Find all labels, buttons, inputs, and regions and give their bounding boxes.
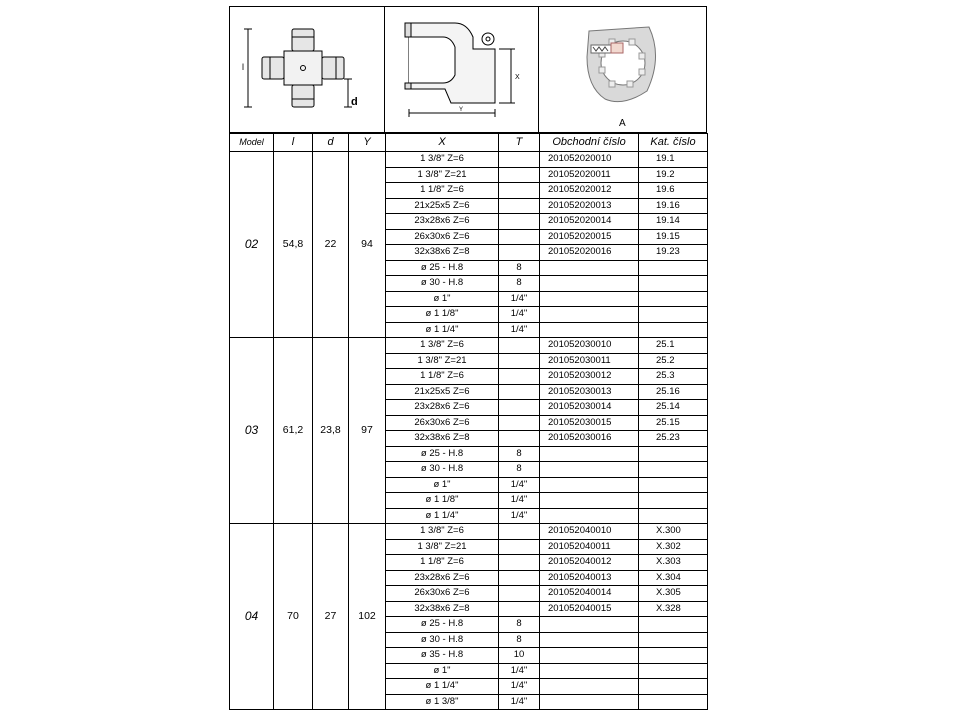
- x-cell: ø 30 - H.8: [386, 462, 499, 478]
- model-cell: 03: [230, 338, 274, 524]
- obchodni-cislo-cell: [540, 291, 639, 307]
- obchodni-cislo-cell: 201052040013: [540, 570, 639, 586]
- kat-cislo-cell: [639, 648, 708, 664]
- table-row: [230, 338, 708, 354]
- t-cell: 1/4": [499, 291, 540, 307]
- t-cell: [499, 539, 540, 555]
- d-cell: 27: [313, 524, 349, 710]
- t-cell: [499, 570, 540, 586]
- kat-cislo-cell: 19.23: [639, 245, 708, 261]
- obchodni-cislo-cell: 201052020016: [540, 245, 639, 261]
- x-cell: ø 1 1/4": [386, 508, 499, 524]
- obchodni-cislo-cell: 201052020011: [540, 167, 639, 183]
- obchodni-cislo-cell: [540, 493, 639, 509]
- t-cell: [499, 152, 540, 168]
- obchodni-cislo-cell: [540, 617, 639, 633]
- header-l: l: [274, 134, 313, 152]
- kat-cislo-cell: 25.23: [639, 431, 708, 447]
- obchodni-cislo-cell: [540, 694, 639, 710]
- obchodni-cislo-cell: [540, 679, 639, 695]
- x-cell: ø 25 - H.8: [386, 617, 499, 633]
- t-cell: [499, 400, 540, 416]
- t-cell: [499, 431, 540, 447]
- kat-cislo-cell: 19.1: [639, 152, 708, 168]
- x-cell: ø 1": [386, 291, 499, 307]
- t-cell: [499, 586, 540, 602]
- specification-table: [229, 133, 708, 710]
- x-cell: ø 35 - H.8: [386, 648, 499, 664]
- yoke-drawing: [385, 7, 540, 134]
- header-y: Y: [349, 134, 386, 152]
- kat-cislo-cell: 25.3: [639, 369, 708, 385]
- section-caption: A: [619, 118, 626, 129]
- kat-cislo-cell: 25.1: [639, 338, 708, 354]
- obchodni-cislo-cell: 201052020012: [540, 183, 639, 199]
- header-t: T: [499, 134, 540, 152]
- x-cell: 1 3/8" Z=6: [386, 524, 499, 540]
- obchodni-cislo-cell: 201052040010: [540, 524, 639, 540]
- t-cell: 1/4": [499, 477, 540, 493]
- t-cell: [499, 183, 540, 199]
- obchodni-cislo-cell: [540, 322, 639, 338]
- t-cell: [499, 198, 540, 214]
- header-kat-cislo: Kat. číslo: [639, 134, 708, 152]
- t-cell: 8: [499, 446, 540, 462]
- kat-cislo-cell: X.328: [639, 601, 708, 617]
- t-cell: [499, 384, 540, 400]
- obchodni-cislo-cell: 201052020015: [540, 229, 639, 245]
- kat-cislo-cell: 25.16: [639, 384, 708, 400]
- obchodni-cislo-cell: [540, 307, 639, 323]
- x-cell: 32x38x6 Z=8: [386, 431, 499, 447]
- table-row: [230, 524, 708, 540]
- obchodni-cislo-cell: [540, 663, 639, 679]
- x-cell: ø 30 - H.8: [386, 276, 499, 292]
- t-cell: [499, 601, 540, 617]
- t-cell: 1/4": [499, 694, 540, 710]
- x-cell: 1 1/8" Z=6: [386, 555, 499, 571]
- x-cell: ø 1": [386, 663, 499, 679]
- obchodni-cislo-cell: [540, 648, 639, 664]
- x-cell: 32x38x6 Z=8: [386, 601, 499, 617]
- kat-cislo-cell: [639, 307, 708, 323]
- t-cell: 1/4": [499, 307, 540, 323]
- obchodni-cislo-cell: 201052030013: [540, 384, 639, 400]
- x-cell: 26x30x6 Z=6: [386, 229, 499, 245]
- table-row: [230, 152, 708, 168]
- obchodni-cislo-cell: 201052040011: [540, 539, 639, 555]
- kat-cislo-cell: 25.15: [639, 415, 708, 431]
- x-cell: 21x25x5 Z=6: [386, 384, 499, 400]
- kat-cislo-cell: 25.14: [639, 400, 708, 416]
- kat-cislo-cell: X.302: [639, 539, 708, 555]
- kat-cislo-cell: 19.16: [639, 198, 708, 214]
- t-cell: [499, 167, 540, 183]
- obchodni-cislo-cell: 201052030014: [540, 400, 639, 416]
- x-cell: 23x28x6 Z=6: [386, 570, 499, 586]
- yoke-label-y: Y: [459, 107, 464, 113]
- d-cell: 23,8: [313, 338, 349, 524]
- y-cell: 94: [349, 152, 386, 338]
- x-cell: ø 1 1/4": [386, 322, 499, 338]
- l-cell: 70: [274, 524, 313, 710]
- obchodni-cislo-cell: [540, 462, 639, 478]
- t-cell: [499, 338, 540, 354]
- x-cell: 26x30x6 Z=6: [386, 415, 499, 431]
- kat-cislo-cell: X.305: [639, 586, 708, 602]
- header-model: Model: [230, 134, 274, 152]
- cross-journal-drawing-cell: [229, 6, 385, 133]
- t-cell: [499, 214, 540, 230]
- kat-cislo-cell: X.303: [639, 555, 708, 571]
- cross-label-d: d: [351, 96, 358, 108]
- kat-cislo-cell: 19.6: [639, 183, 708, 199]
- t-cell: 8: [499, 617, 540, 633]
- x-cell: ø 25 - H.8: [386, 260, 499, 276]
- t-cell: [499, 415, 540, 431]
- model-cell: 02: [230, 152, 274, 338]
- drawings-row: [229, 6, 707, 133]
- kat-cislo-cell: [639, 679, 708, 695]
- section-drawing: [539, 7, 708, 134]
- x-cell: 23x28x6 Z=6: [386, 214, 499, 230]
- x-cell: 1 3/8" Z=21: [386, 167, 499, 183]
- table-header-row: [230, 134, 708, 152]
- x-cell: 1 3/8" Z=6: [386, 338, 499, 354]
- obchodni-cislo-cell: 201052020013: [540, 198, 639, 214]
- kat-cislo-cell: [639, 477, 708, 493]
- t-cell: [499, 245, 540, 261]
- x-cell: ø 25 - H.8: [386, 446, 499, 462]
- obchodni-cislo-cell: 201052030015: [540, 415, 639, 431]
- kat-cislo-cell: [639, 276, 708, 292]
- section-drawing-cell: [538, 6, 707, 133]
- kat-cislo-cell: X.304: [639, 570, 708, 586]
- x-cell: 23x28x6 Z=6: [386, 400, 499, 416]
- d-cell: 22: [313, 152, 349, 338]
- x-cell: 1 3/8" Z=6: [386, 152, 499, 168]
- t-cell: 1/4": [499, 322, 540, 338]
- x-cell: 1 3/8" Z=21: [386, 353, 499, 369]
- yoke-label-x: X: [515, 74, 520, 81]
- kat-cislo-cell: [639, 508, 708, 524]
- yoke-drawing-cell: [384, 6, 539, 133]
- kat-cislo-cell: [639, 446, 708, 462]
- obchodni-cislo-cell: [540, 477, 639, 493]
- kat-cislo-cell: [639, 260, 708, 276]
- x-cell: 26x30x6 Z=6: [386, 586, 499, 602]
- y-cell: 102: [349, 524, 386, 710]
- t-cell: [499, 229, 540, 245]
- header-x: X: [386, 134, 499, 152]
- t-cell: 8: [499, 276, 540, 292]
- obchodni-cislo-cell: 201052020010: [540, 152, 639, 168]
- t-cell: 8: [499, 260, 540, 276]
- table-body: [230, 152, 708, 710]
- x-cell: 21x25x5 Z=6: [386, 198, 499, 214]
- kat-cislo-cell: 25.2: [639, 353, 708, 369]
- x-cell: 1 3/8" Z=21: [386, 539, 499, 555]
- kat-cislo-cell: [639, 493, 708, 509]
- t-cell: 10: [499, 648, 540, 664]
- kat-cislo-cell: X.300: [639, 524, 708, 540]
- y-cell: 97: [349, 338, 386, 524]
- catalog-sheet: [229, 6, 707, 712]
- x-cell: 32x38x6 Z=8: [386, 245, 499, 261]
- t-cell: [499, 369, 540, 385]
- x-cell: ø 1 3/8": [386, 694, 499, 710]
- obchodni-cislo-cell: [540, 260, 639, 276]
- obchodni-cislo-cell: 201052040015: [540, 601, 639, 617]
- t-cell: [499, 524, 540, 540]
- header-obchodni-cislo: Obchodní číslo: [540, 134, 639, 152]
- t-cell: 1/4": [499, 508, 540, 524]
- t-cell: 8: [499, 632, 540, 648]
- obchodni-cislo-cell: [540, 508, 639, 524]
- obchodni-cislo-cell: 201052020014: [540, 214, 639, 230]
- l-cell: 54,8: [274, 152, 313, 338]
- kat-cislo-cell: [639, 694, 708, 710]
- kat-cislo-cell: [639, 322, 708, 338]
- header-d: d: [313, 134, 349, 152]
- model-cell: 04: [230, 524, 274, 710]
- cross-journal-drawing: [230, 7, 386, 134]
- t-cell: 1/4": [499, 493, 540, 509]
- obchodni-cislo-cell: 201052030012: [540, 369, 639, 385]
- x-cell: 1 1/8" Z=6: [386, 369, 499, 385]
- kat-cislo-cell: [639, 617, 708, 633]
- x-cell: ø 30 - H.8: [386, 632, 499, 648]
- obchodni-cislo-cell: 201052040012: [540, 555, 639, 571]
- kat-cislo-cell: [639, 462, 708, 478]
- t-cell: 8: [499, 462, 540, 478]
- t-cell: [499, 555, 540, 571]
- obchodni-cislo-cell: 201052030010: [540, 338, 639, 354]
- x-cell: 1 1/8" Z=6: [386, 183, 499, 199]
- x-cell: ø 1 1/4": [386, 679, 499, 695]
- kat-cislo-cell: [639, 291, 708, 307]
- kat-cislo-cell: [639, 663, 708, 679]
- x-cell: ø 1": [386, 477, 499, 493]
- kat-cislo-cell: 19.14: [639, 214, 708, 230]
- kat-cislo-cell: 19.15: [639, 229, 708, 245]
- x-cell: ø 1 1/8": [386, 307, 499, 323]
- l-cell: 61,2: [274, 338, 313, 524]
- kat-cislo-cell: [639, 632, 708, 648]
- obchodni-cislo-cell: [540, 446, 639, 462]
- obchodni-cislo-cell: [540, 632, 639, 648]
- obchodni-cislo-cell: 201052030016: [540, 431, 639, 447]
- x-cell: ø 1 1/8": [386, 493, 499, 509]
- t-cell: [499, 353, 540, 369]
- obchodni-cislo-cell: [540, 276, 639, 292]
- obchodni-cislo-cell: 201052040014: [540, 586, 639, 602]
- obchodni-cislo-cell: 201052030011: [540, 353, 639, 369]
- kat-cislo-cell: 19.2: [639, 167, 708, 183]
- cross-label-l: l: [242, 62, 244, 72]
- t-cell: 1/4": [499, 679, 540, 695]
- t-cell: 1/4": [499, 663, 540, 679]
